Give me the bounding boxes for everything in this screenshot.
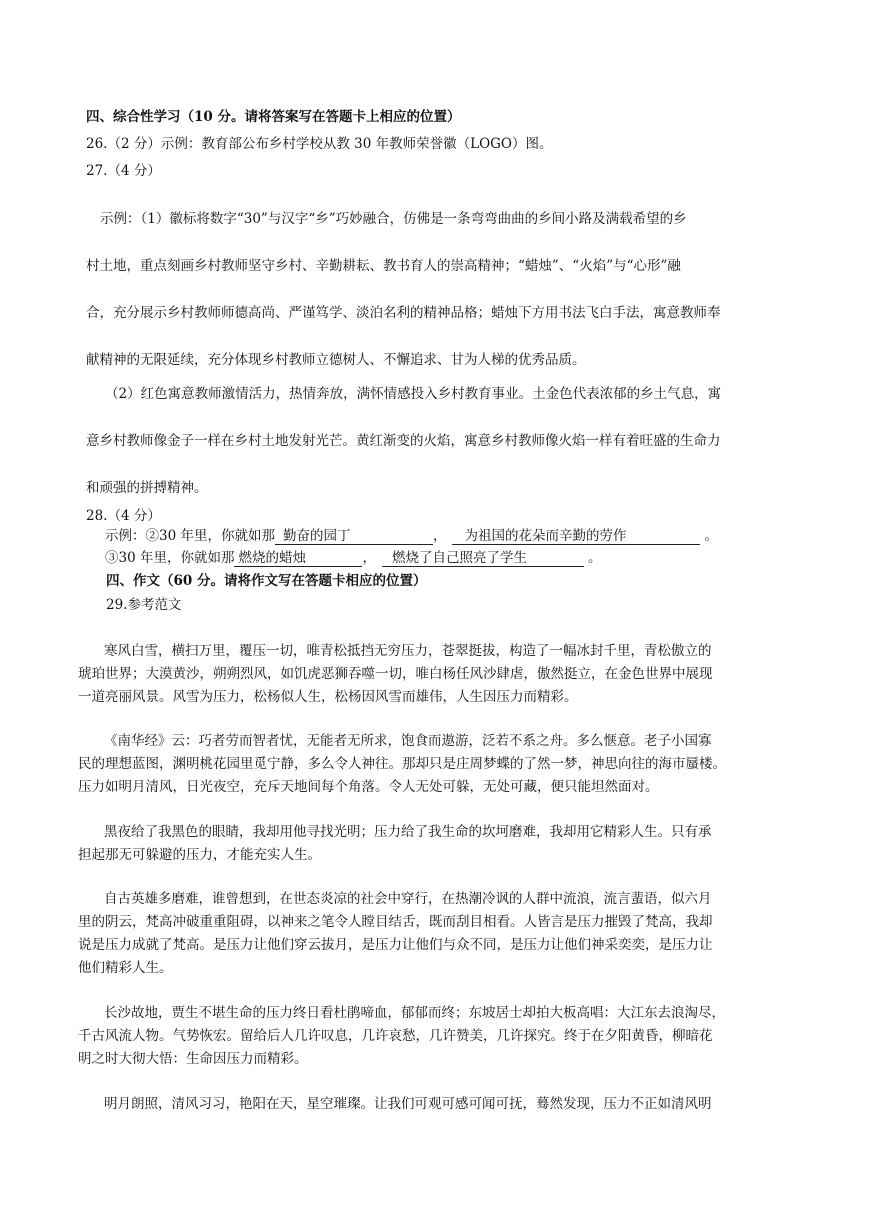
text-line: 民的理想蓝图，渊明桃花园里觅宁静，多么令人神往。那却只是庄周梦蝶的了然一梦，神思向往的海市蜃楼。 bbox=[78, 756, 726, 772]
text-line: 明月朗照，清风习习，艳阳在天，星空璀璨。让我们可观可感可闻可抚，蓦然发现，压力不正如清风明 bbox=[104, 1096, 712, 1112]
answer-blank: 燃烧了自己照亮了学生 bbox=[382, 551, 584, 567]
q27-label: 27.（4 分） bbox=[86, 163, 161, 179]
separator: ， bbox=[432, 528, 447, 544]
example-prefix: 示例：②30 年里，你就如那 bbox=[105, 528, 275, 544]
q28-example-1 bbox=[105, 527, 718, 545]
text-line: （2）红色寓意教师激情活力，热情奔放，满怀情感投入乡村教育事业。土金色代表浓郁的乡土气息，寓 bbox=[105, 386, 722, 402]
period: 。 bbox=[704, 528, 718, 544]
example-prefix: ③30 年里，你就如那 bbox=[105, 550, 235, 566]
q28-label: 28.（4 分） bbox=[86, 508, 161, 524]
text-line: 意乡村教师像金子一样在乡村土地发射光芒。黄红渐变的火焰，寓意乡村教师像火焰一样有着旺盛的生命力 bbox=[86, 433, 721, 449]
text-line: 压力如明月清风，日光夜空，充斥天地间每个角落。令人无处可躲，无处可藏，便只能坦然面对。 bbox=[78, 779, 659, 795]
text-line: 和顽强的拼搏精神。 bbox=[86, 480, 208, 496]
essay-section-heading: 四、作文（60 分。请将作文写在答题卡相应的位置） bbox=[106, 573, 427, 589]
text-line: 献精神的无限延续，充分体现乡村教师立德树人、不懈追求、甘为人梯的优秀品质。 bbox=[86, 352, 586, 368]
answer-blank: 勤奋的园丁 bbox=[275, 529, 433, 545]
text-line: 长沙故地，贾生不堪生命的压力终日看杜鹃啼血，郁郁而终；东坡居士却拍大板高唱：大江东去浪淘尽， bbox=[104, 1005, 725, 1021]
essay-paragraph-4 bbox=[78, 888, 713, 980]
essay-paragraph-1 bbox=[78, 640, 713, 709]
period: 。 bbox=[587, 550, 602, 566]
answer-blank: 为祖国的花朵而辛勤的劳作 bbox=[452, 529, 700, 545]
text-line: 寒风白雪，横扫万里，覆压一切，唯青松抵挡无穷压力，苍翠挺拔，构造了一幅冰封千里，青松傲立的 bbox=[104, 643, 712, 659]
text-line: 《南华经》云：巧者劳而智者忧，无能者无所求，饱食而遨游，泛若不系之舟。多么惬意。老子小国寡 bbox=[104, 733, 712, 749]
text-line: 说是压力成就了梵高。是压力让他们穿云拔月，是压力让他们与众不同，是压力让他们神采奕奕，是压力让 bbox=[78, 937, 713, 953]
text-line: 明之时大彻大悟：生命因压力而精彩。 bbox=[78, 1051, 308, 1067]
text-line: 村土地，重点刻画乡村教师坚守乡村、辛勤耕耘、教书育人的崇高精神；“蜡烛”、“火焰”与“心形”融 bbox=[86, 258, 681, 274]
text-line: 自古英雄多磨难，谁曾想到，在世态炎凉的社会中穿行，在热潮冷讽的人群中流浪，流言蜚语，似六月 bbox=[104, 891, 712, 907]
essay-paragraph-2 bbox=[78, 730, 726, 799]
text-line: 合，充分展示乡村教师师德高尚、严谨笃学、淡泊名利的精神品格；蜡烛下方用书法飞白手法，寓意教师奉 bbox=[86, 305, 721, 321]
text-line: 他们精彩人生。 bbox=[78, 960, 173, 976]
section4-heading: 四、综合性学习（10 分。请将答案写在答题卡上相应的位置） bbox=[86, 109, 461, 125]
q28-example-2 bbox=[105, 549, 601, 567]
separator: ， bbox=[362, 550, 376, 566]
text-line: 示例：（1）徽标将数字“30”与汉字“乡”巧妙融合，仿佛是一条弯弯曲曲的乡间小路及满载希望的乡 bbox=[100, 211, 687, 227]
q26-answer: 26.（2 分）示例：教育部公布乡村学校从教 30 年教师荣誉徽（LOGO）图。 bbox=[86, 136, 553, 152]
q27-paragraph-1 bbox=[86, 196, 721, 384]
text-line: 琥珀世界；大漠黄沙，朔朔烈风，如饥虎恶狮吞噬一切，唯白杨任风沙肆虐，傲然挺立，在金色世界中展现 bbox=[78, 666, 713, 682]
text-line: 千古风流人物。气势恢宏。留给后人几许叹息，几许哀愁，几许赞美，几许探究。终于在夕阳黄昏，柳暗花 bbox=[78, 1028, 713, 1044]
essay-paragraph-6 bbox=[78, 1093, 712, 1116]
text-line: 担起那无可躲避的压力，才能充实人生。 bbox=[78, 847, 321, 863]
answer-blank: 燃烧的蜡烛 bbox=[234, 551, 362, 567]
text-line: 黑夜给了我黑色的眼睛，我却用他寻找光明；压力给了我生命的坎坷磨难，我却用它精彩人生。只有承 bbox=[104, 824, 712, 840]
essay-paragraph-3 bbox=[78, 821, 712, 867]
q29-label: 29.参考范文 bbox=[106, 597, 182, 613]
essay-paragraph-5 bbox=[78, 1002, 725, 1071]
text-line: 里的阴云，梵高冲破重重阻碍，以神来之笔令人瞠目结舌，既而刮目相看。人皆言是压力摧毁了梵高，我却 bbox=[78, 914, 713, 930]
text-line: 一道亮丽风景。风雪为压力，松杨似人生，松杨因风雪而雄伟，人生因压力而精彩。 bbox=[78, 689, 578, 705]
q27-paragraph-2 bbox=[86, 371, 721, 512]
